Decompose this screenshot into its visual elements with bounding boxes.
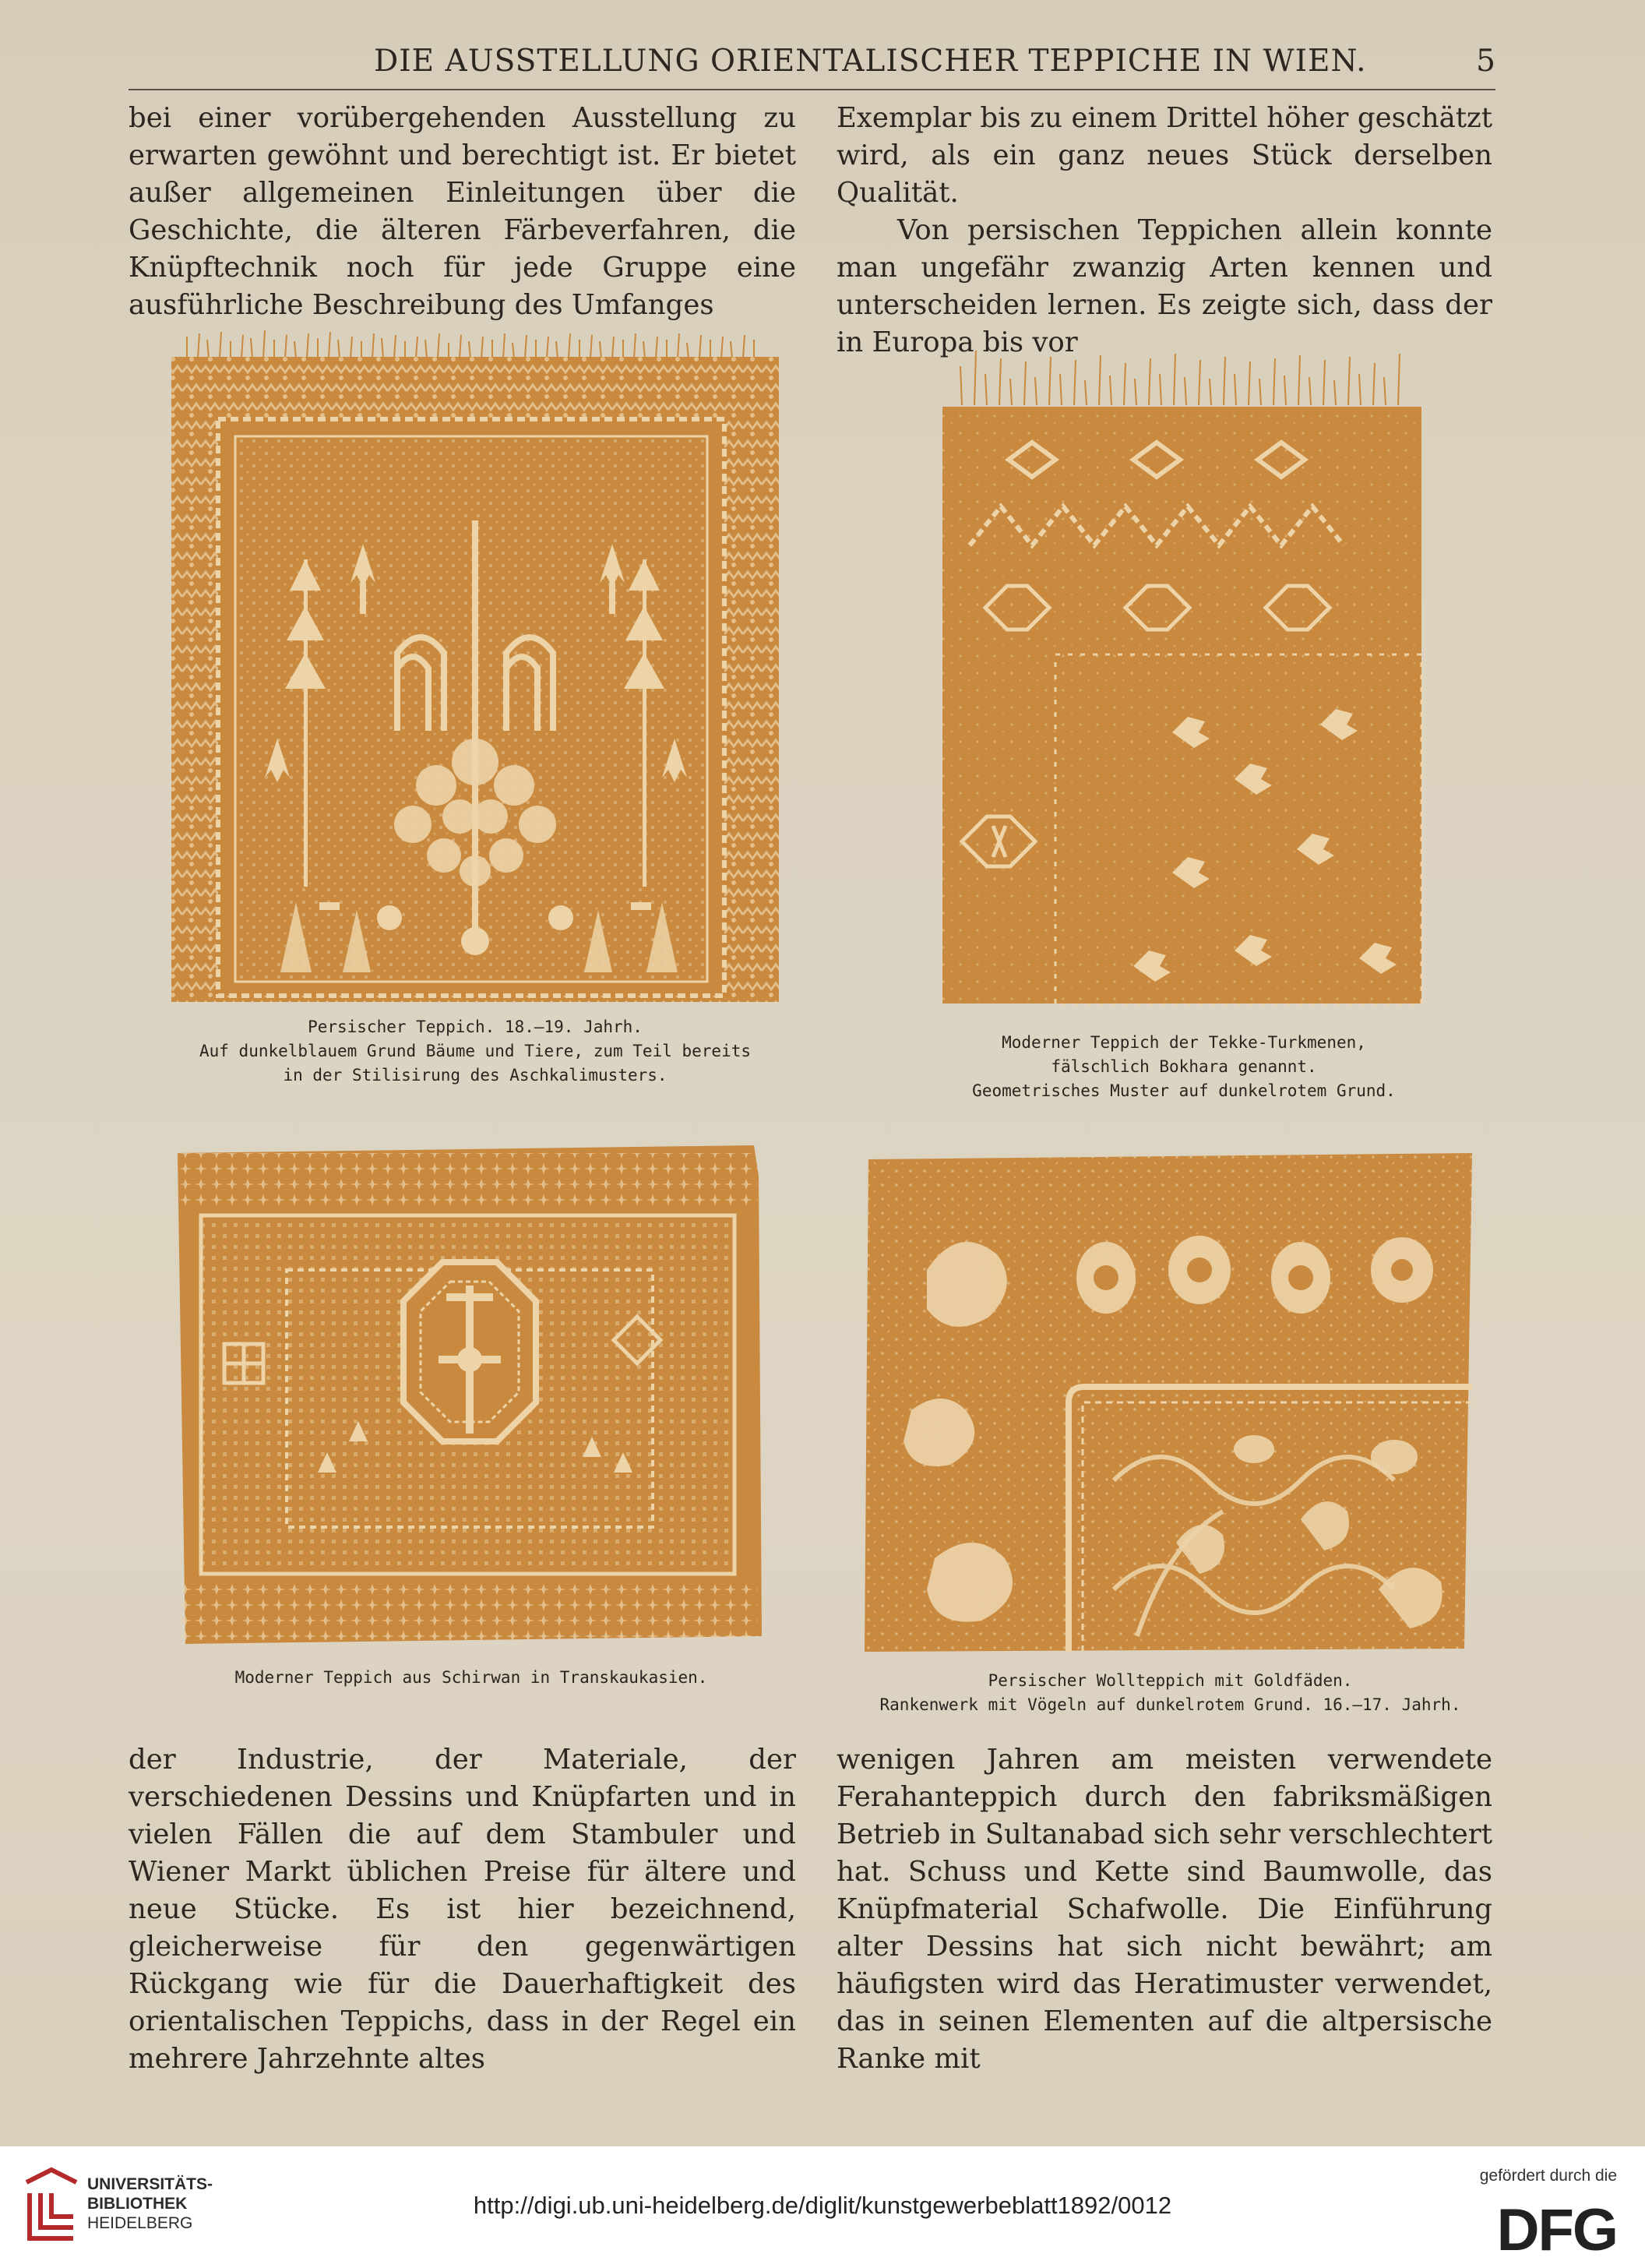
bottom-right-paragraph: wenigen Jahren am meisten verwendete Ferahanteppich durch den fabriksmäßigen Betrieb in Sultanabad sich sehr verschlechtert hat. Schuss und Kette sind Baumwolle, das Knüpfmaterial Schafwolle. Die Einführung alter Dessins hat sich nicht bewährt; am häufigsten wird das Heratimuster verwendet, das in seinen Elementen auf die altpersische Ranke mit: [837, 1744, 1492, 2075]
figure-1-caption: [160, 1015, 791, 1088]
figure-4-caption-line-2: Rankenwerk mit Vögeln auf dunkelrotem Grund. 16.—17. Jahrh.: [879, 1695, 1461, 1714]
funding-note: gefördert durch die: [1479, 2167, 1617, 2185]
bottom-left-paragraph: der Industrie, der Materiale, der verschiedenen Dessins und Knüpfarten und in vielen Fällen die auf dem Stambuler und Wiener Markt üblichen Preise für ältere und neue Stücke. Es ist hier bezeichnend, gleicherweise für den gegenwärtigen Rückgang wie für die Dauerhaftigkeit des orientalischen Teppichs, dass in der Regel ein mehrere Jahrzehnte altes: [129, 1744, 796, 2075]
top-right-column: [837, 100, 1492, 362]
rug-illustration: [865, 1153, 1476, 1652]
figure-1-caption-line-1: Persischer Teppich. 18.—19. Jahrh.: [308, 1018, 643, 1036]
bottom-right-column: [837, 1741, 1492, 2078]
rug-illustration: [164, 326, 787, 1003]
dfg-logo: DFG: [1496, 2197, 1617, 2263]
figure-3-caption-line-1: Moderner Teppich aus Schirwan in Transkaukasien.: [234, 1668, 708, 1687]
figure-1-caption-line-2: Auf dunkelblauem Grund Bäume und Tiere, zum Teil bereits: [199, 1042, 751, 1060]
figure-schirwan-rug: [178, 1145, 762, 1644]
rug-illustration: [178, 1145, 762, 1644]
figure-4-caption: [853, 1669, 1488, 1717]
rug-illustration: [939, 343, 1425, 1005]
header-rule: [129, 89, 1495, 90]
figure-2-caption-line-1: Moderner Teppich der Tekke-Turkmenen,: [1002, 1033, 1366, 1052]
figure-tekke-rug: [939, 343, 1425, 1005]
source-url-link[interactable]: http://digi.ub.uni-heidelberg.de/diglit/kunstgewerbeblatt1892/0012: [473, 2192, 1172, 2219]
running-title: DIE AUSSTELLUNG ORIENTALISCHER TEPPICHE IN WIEN.: [374, 44, 1367, 79]
figure-2-caption: [935, 1031, 1433, 1103]
figure-persian-rug-trees: [164, 326, 787, 1003]
top-right-paragraph-1: Exemplar bis zu einem Drittel höher geschätzt wird, als ein ganz neues Stück derselben Qualität.: [837, 102, 1492, 209]
figure-1-caption-line-3: in der Stilisirung des Aschkalimusters.: [283, 1066, 668, 1085]
figure-persian-wool-rug: [865, 1153, 1476, 1652]
top-left-paragraph: bei einer vorübergehenden Ausstellung zu erwarten gewöhnt und berechtigt ist. Er bietet außer allgemeinen Einleitungen über die Geschichte, die älteren Färbeverfahren, die Knüpftechnik noch für jede Gruppe eine ausführliche Beschreibung des Umfanges: [129, 102, 796, 321]
library-name-line-2: BIBLIOTHEK: [87, 2195, 188, 2213]
figure-2-caption-line-2: fälschlich Bokhara genannt.: [1051, 1057, 1317, 1076]
library-name-line-3: HEIDELBERG: [87, 2214, 193, 2232]
library-name-line-1: UNIVERSITÄTS-: [87, 2175, 213, 2193]
top-left-column: [129, 100, 796, 324]
bottom-left-column: [129, 1741, 796, 2078]
digitization-footer: [0, 2146, 1645, 2268]
figure-3-caption: [175, 1666, 767, 1690]
page-number: 5: [1476, 44, 1495, 79]
figure-2-caption-line-3: Geometrisches Muster auf dunkelrotem Grund.: [972, 1081, 1396, 1100]
figure-4-caption-line-1: Persischer Wollteppich mit Goldfäden.: [988, 1671, 1353, 1690]
top-right-paragraph-2: Von persischen Teppichen allein konnte man ungefähr zwanzig Arten kennen und unterscheiden lernen. Es zeigte sich, dass der in Europa bis vor: [837, 214, 1492, 358]
page-header: [125, 44, 1495, 90]
